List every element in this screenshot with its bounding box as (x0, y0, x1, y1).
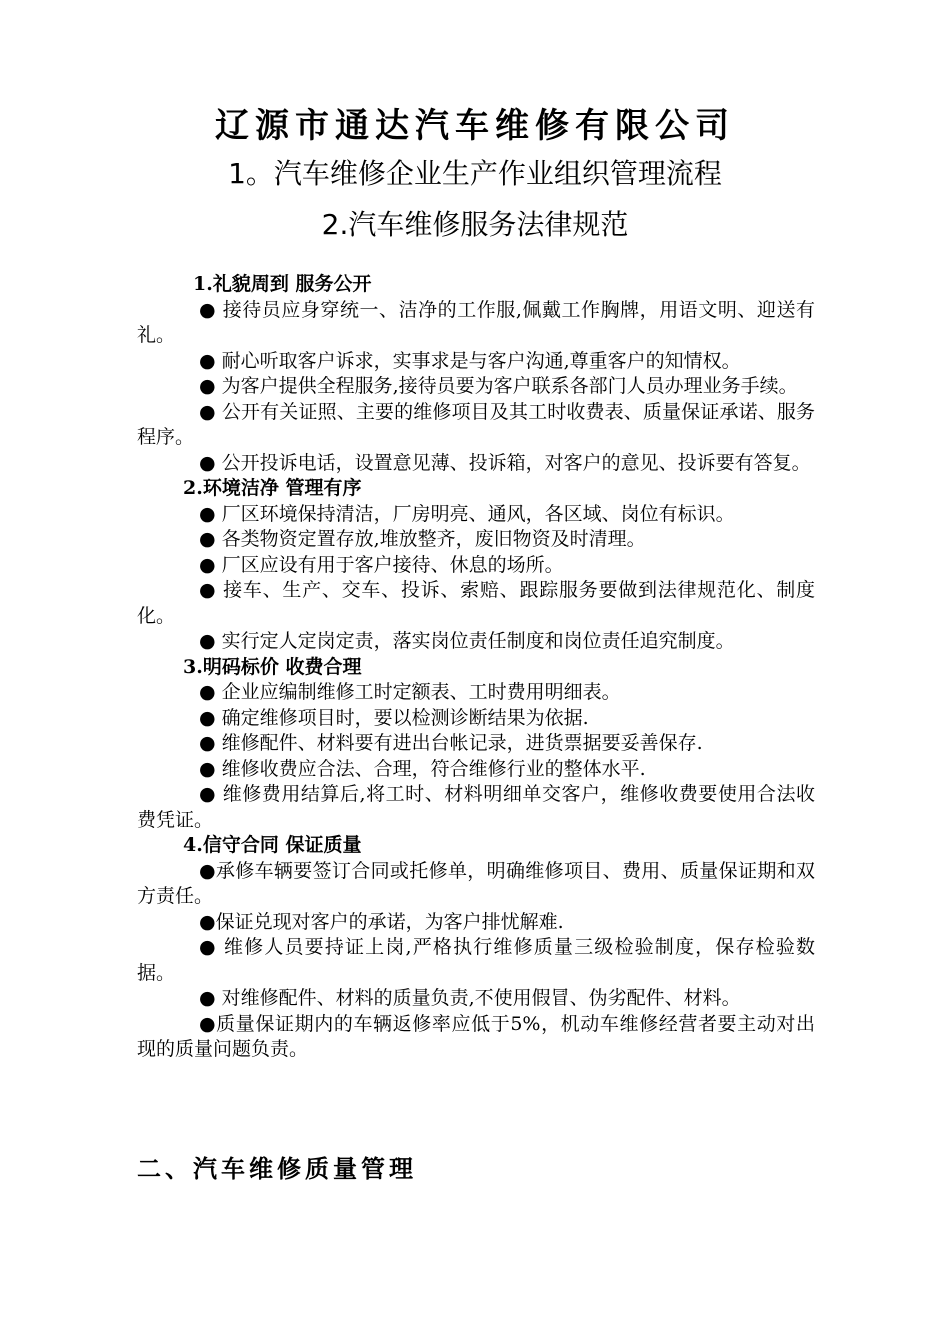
list-item: ● 接车、生产、交车、投诉、索赔、跟踪服务要做到法律规范化、制度化。 (137, 579, 815, 627)
list-item: ● 实行定人定岗定责，落实岗位责任制度和岗位责任追究制度。 (199, 630, 735, 652)
list-item: ● 维修人员要持证上岗,严格执行维修质量三级检验制度，保存检验数据。 (137, 936, 815, 984)
list-item: ● 为客户提供全程服务,接待员要为客户联系各部门人员办理业务手续。 (199, 375, 798, 397)
subtitle-process: 1。汽车维修企业生产作业组织管理流程 (228, 157, 722, 190)
list-item: ● 确定维修项目时，要以检测诊断结果为依据. (199, 706, 589, 729)
document-body (137, 272, 815, 1063)
list-item: ● 公开有关证照、主要的维修项目及其工时收费表、质量保证承诺、服务程序。 (137, 400, 815, 448)
list-item: ● 耐心听取客户诉求，实事求是与客户沟通,尊重客户的知情权。 (199, 349, 741, 372)
list-item: ● 公开投诉电话，设置意见薄、投诉箱，对客户的意见、投诉要有答复。 (199, 451, 811, 474)
list-item: ● 维修费用结算后,将工时、材料明细单交客户，维修收费要使用合法收费凭证。 (137, 783, 815, 831)
list-item: ●承修车辆要签订合同或托修单，明确维修项目、费用、质量保证期和双方责任。 (137, 859, 815, 907)
section-heading: 4.信守合同 保证质量 (183, 834, 362, 856)
company-title: 辽源市通达汽车维修有限公司 (215, 106, 735, 146)
list-item: ● 企业应编制维修工时定额表、工时费用明细表。 (199, 681, 621, 703)
section-heading: 3.明码标价 收费合理 (183, 655, 362, 678)
section-2-title: 二、汽车维修质量管理 (137, 1154, 417, 1183)
list-item: ● 各类物资定置存放,堆放整齐，废旧物资及时清理。 (199, 528, 646, 550)
list-item: ● 维修收费应合法、合理，符合维修行业的整体水平. (199, 757, 646, 780)
subtitle-legal-norms: 2.汽车维修服务法律规范 (321, 208, 629, 241)
list-item: ● 厂区应设有用于客户接待、休息的场所。 (199, 553, 564, 576)
section-heading: 2.环境洁净 管理有序 (183, 477, 362, 499)
list-item: ●保证兑现对客户的承诺，为客户排忧解难. (199, 910, 564, 933)
list-item: ●质量保证期内的车辆返修率应低于5%，机动车维修经营者要主动对出现的质量问题负责。 (137, 1012, 815, 1060)
section-heading: 1.礼貌周到 服务公开 (193, 273, 372, 295)
list-item: ● 接待员应身穿统一、洁净的工作服,佩戴工作胸牌，用语文明、迎送有礼。 (137, 298, 815, 346)
list-item: ● 厂区环境保持清洁，厂房明亮、通风，各区域、岗位有标识。 (199, 502, 735, 525)
list-item: ● 维修配件、材料要有进出台帐记录，进货票据要妥善保存. (199, 732, 703, 754)
list-item: ● 对维修配件、材料的质量负责,不使用假冒、伪劣配件、材料。 (199, 987, 741, 1009)
